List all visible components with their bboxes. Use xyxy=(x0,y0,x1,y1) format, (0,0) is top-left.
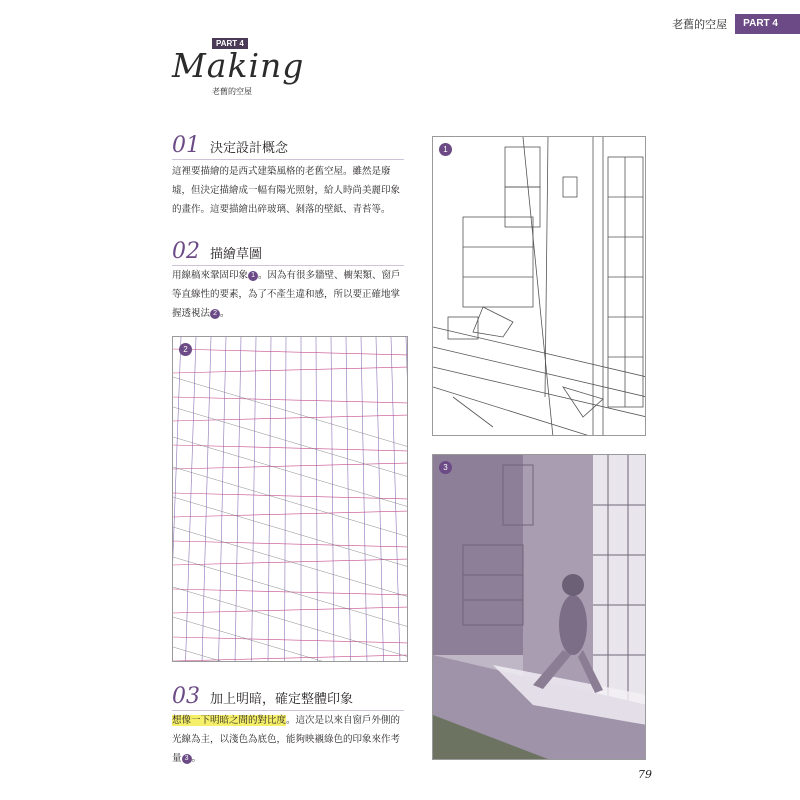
grid-line xyxy=(173,493,408,499)
body-line: 這裡要描繪的是西式建築風格的老舊空屋。雖然是廢 xyxy=(172,166,391,177)
section-03-body xyxy=(172,711,412,768)
body-line: 握透視法 2 。 xyxy=(172,308,230,319)
figure-1-line-sketch xyxy=(432,136,646,436)
grid-line xyxy=(376,337,384,662)
ref-circle-2: 2 xyxy=(210,309,220,319)
ref-circle-1: 1 xyxy=(248,271,258,281)
section-title: 決定設計概念 xyxy=(210,141,289,156)
grid-line xyxy=(186,337,197,662)
figure-badge: 3 xyxy=(439,461,452,474)
section-number: 01 xyxy=(172,133,200,158)
grid-line xyxy=(173,445,408,451)
grid-line xyxy=(173,463,408,469)
body-line: 等直線性的要素，為了不產生違和感，所以要正確地掌 xyxy=(172,289,401,300)
grid-line xyxy=(219,337,227,662)
section-divider xyxy=(172,159,404,160)
grid-line xyxy=(173,397,408,403)
part-badge: PART 4 xyxy=(212,38,248,49)
ref-circle-3: 3 xyxy=(182,754,192,764)
grid-line xyxy=(331,337,334,662)
grid-line xyxy=(285,337,287,662)
chapter-title: Making xyxy=(172,46,305,85)
grid-line xyxy=(173,557,408,627)
figure-badge: 1 xyxy=(439,143,452,156)
grid-line xyxy=(173,437,408,507)
grid-line xyxy=(202,337,211,662)
page-number: 79 xyxy=(638,768,652,781)
grid-line xyxy=(173,637,408,643)
running-header xyxy=(672,14,800,34)
body-line: 用線稿來鞏固印象 1 。因為有很多牆壁、櫥架類、窗戶 xyxy=(172,270,401,281)
figure-2-perspective-grid xyxy=(172,336,408,662)
section-02-heading xyxy=(172,239,262,264)
section-title: 加上明暗，確定整體印象 xyxy=(210,692,354,707)
figure-badge: 2 xyxy=(179,343,192,356)
section-01-heading xyxy=(172,133,288,158)
section-number: 02 xyxy=(172,239,200,264)
grid-line xyxy=(346,337,351,662)
grid-line xyxy=(173,617,408,662)
figure-3-shaded-image xyxy=(432,454,646,760)
grid-line xyxy=(173,349,408,355)
grid-line xyxy=(173,497,408,567)
grid-line xyxy=(252,337,257,662)
header-part-tab: PART 4 xyxy=(735,14,800,34)
section-number: 03 xyxy=(172,684,200,709)
grid-line xyxy=(173,467,408,537)
grid-line xyxy=(173,415,408,421)
grid-line xyxy=(173,511,408,517)
grid-line xyxy=(173,647,408,662)
body-line: 墟，但決定描繪成一幅有陽光照射，給人時尚美麗印象 xyxy=(172,185,401,196)
grid-line xyxy=(173,367,408,373)
highlighted-text: 想像一下明暗之間的對比度 xyxy=(172,715,287,726)
perspective-grid-illustration xyxy=(173,337,408,662)
section-03-heading xyxy=(172,684,353,709)
grid-line xyxy=(316,337,318,662)
chapter-subtitle: 老舊的空屋 xyxy=(212,87,252,96)
grid-line xyxy=(173,587,408,657)
body-line: 想像一下明暗之間的對比度。這次是以來自窗戶外側的 xyxy=(172,715,401,726)
grid-line xyxy=(173,541,408,547)
body-line: 的畫作。這要描繪出碎玻璃、剝落的壁紙、青苔等。 xyxy=(172,204,391,215)
room-sketch-illustration xyxy=(433,137,646,436)
grid-line xyxy=(173,655,408,661)
grid-line xyxy=(173,527,408,597)
section-01-body xyxy=(172,162,412,219)
section-02-body xyxy=(172,266,412,323)
shaded-room-illustration xyxy=(433,455,646,760)
grid-line xyxy=(406,337,408,662)
grid-line xyxy=(235,337,241,662)
section-title: 描繪草圖 xyxy=(210,247,263,262)
body-line: 量 3 。 xyxy=(172,753,202,764)
grid-line xyxy=(361,337,367,662)
grid-line xyxy=(391,337,400,662)
grid-line xyxy=(268,337,271,662)
body-line: 光線為主，以淺色為底色，能夠映襯綠色的印象來作考 xyxy=(172,734,401,745)
grid-line xyxy=(173,607,408,613)
header-title: 老舊的空屋 xyxy=(672,18,728,31)
